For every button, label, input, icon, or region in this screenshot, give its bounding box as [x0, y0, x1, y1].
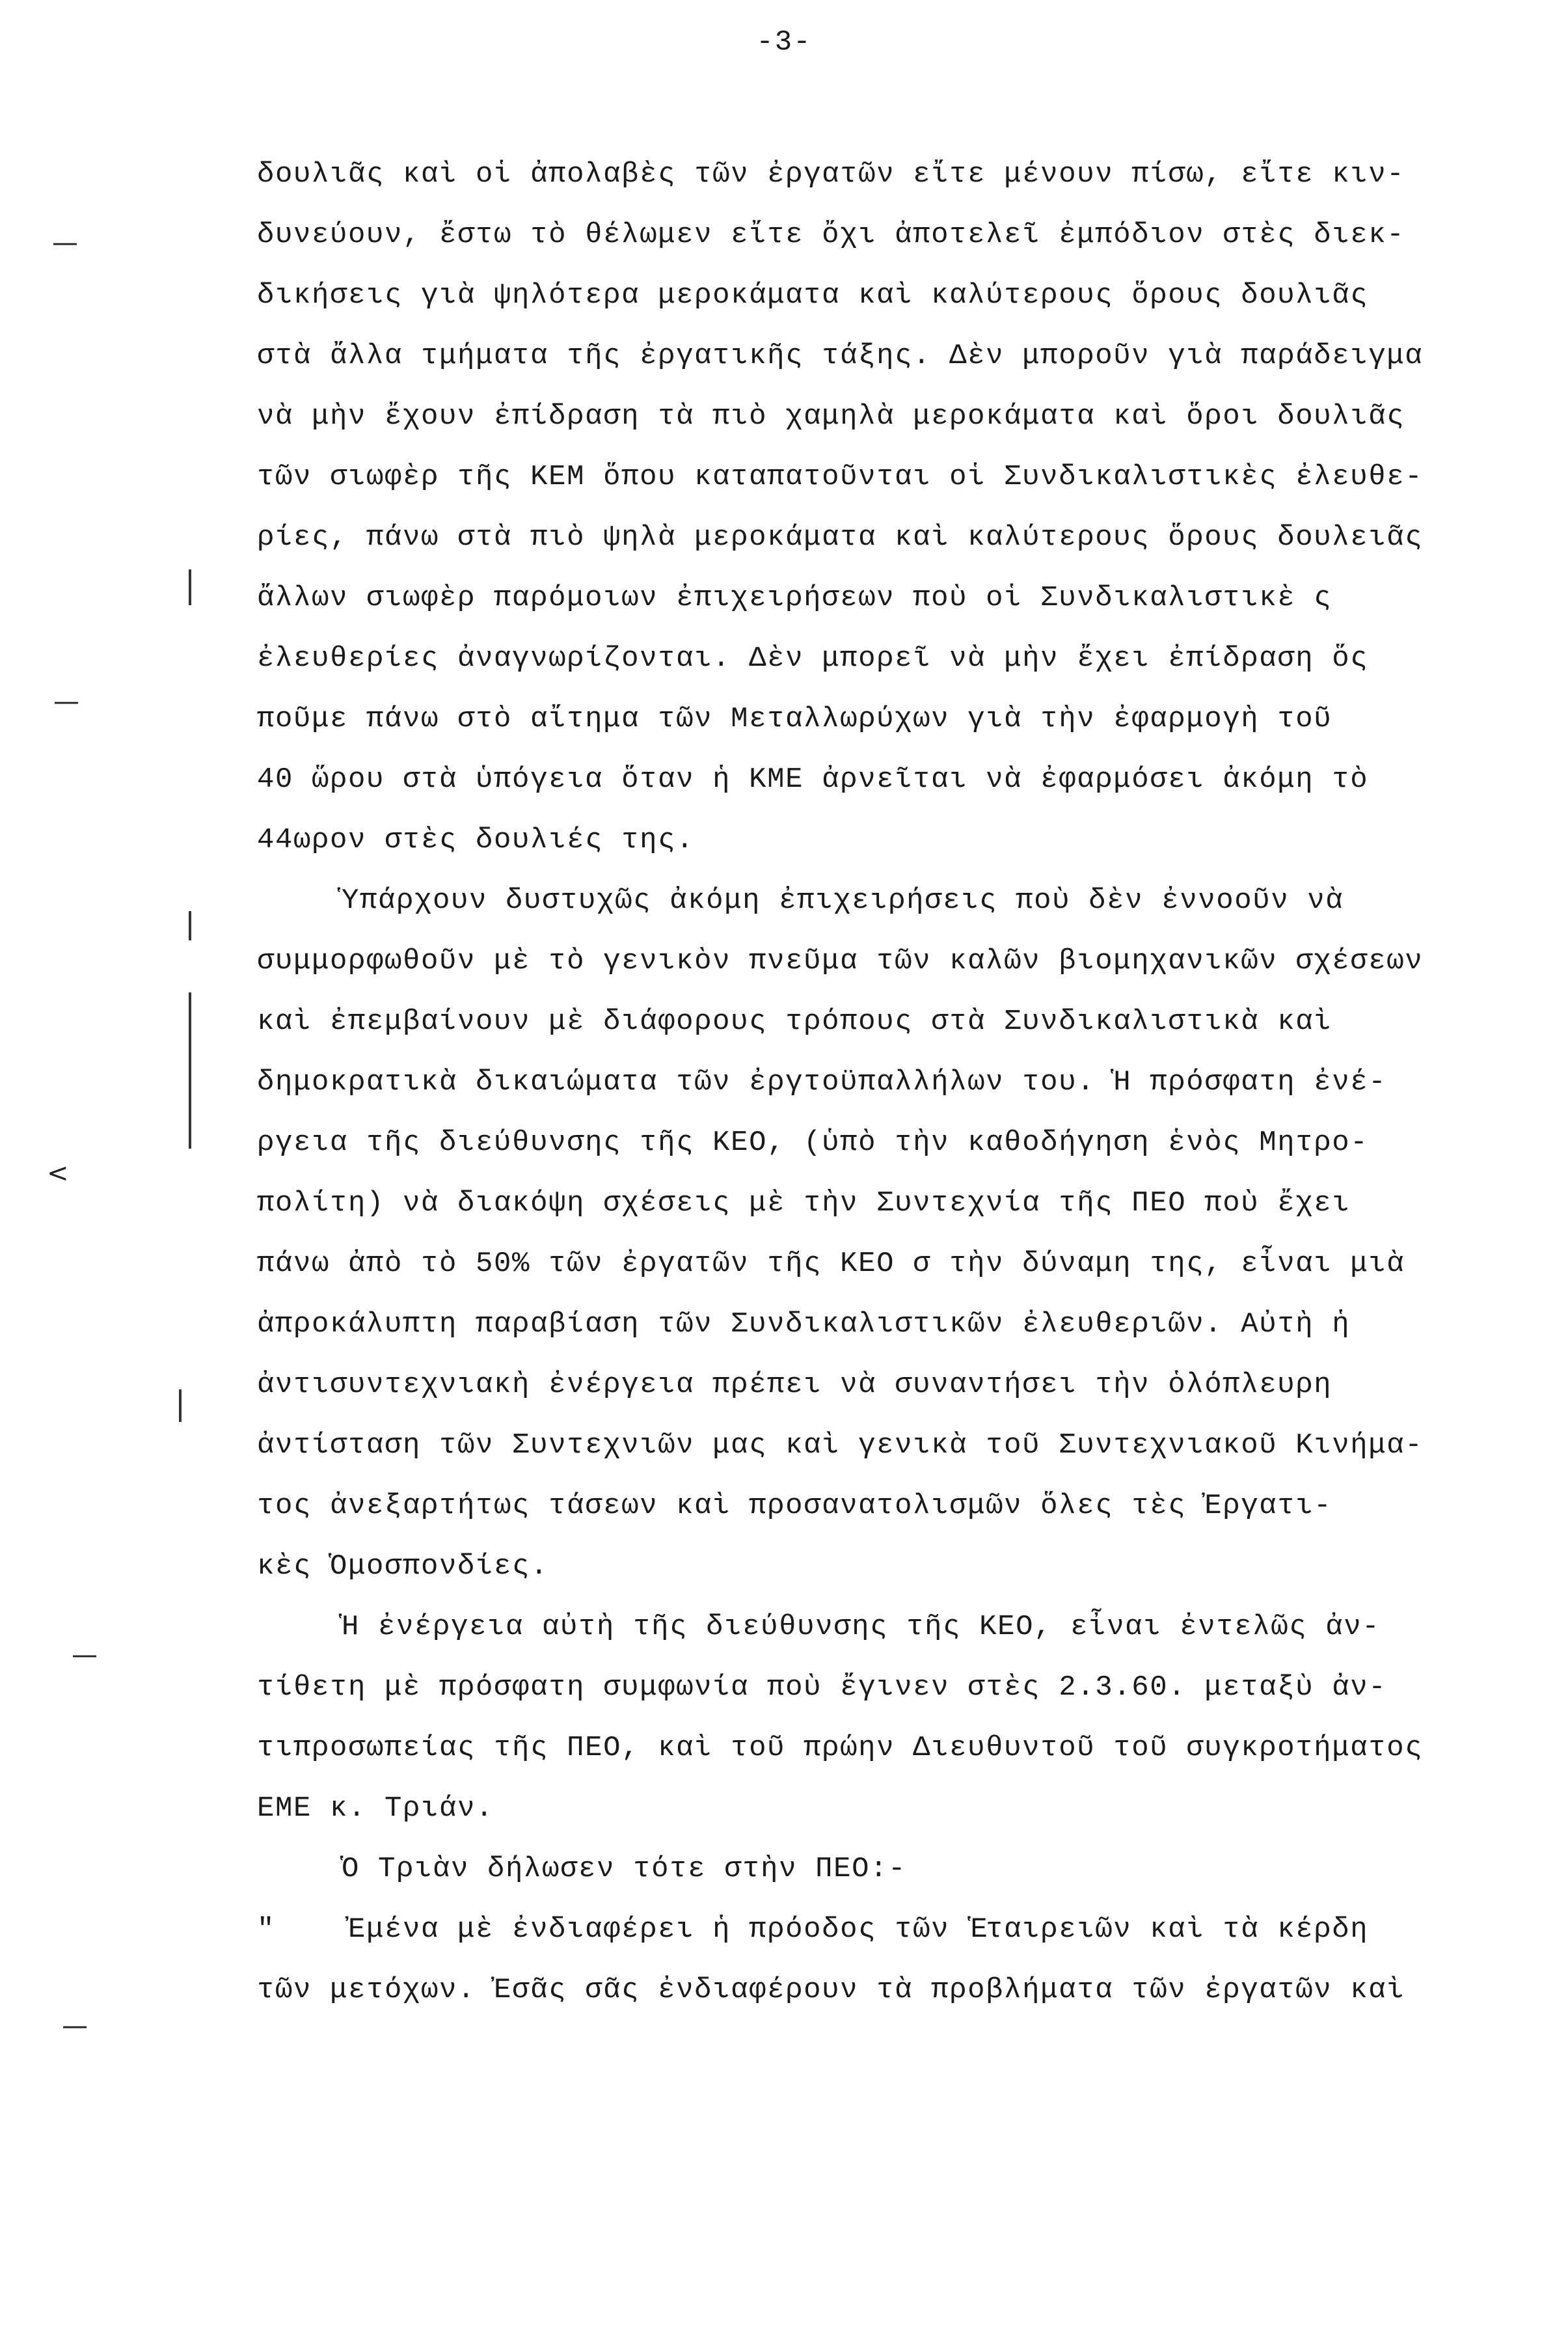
text-line: τῶν σιωφὲρ τῆς ΚΕΜ ὅπου καταπατοῦνται οἱ Συνδικαλιστικὲς ἐλευθε- — [257, 461, 1424, 493]
text-line: τίθετη μὲ πρόσφατη συμφωνία ποὺ ἔγινεν στὲς 2.3.60. μεταξὺ ἀν- — [257, 1671, 1387, 1704]
text-line: συμμορφωθοῦν μὲ τὸ γενικὸν πνεῦμα τῶν καλῶν βιομηχανικῶν σχέσεων — [257, 945, 1424, 977]
text-line: ἐλευθερίες ἀναγνωρίζονται. Δὲν μπορεῖ νὰ μὴν ἔχει ἐπίδραση ὅς — [257, 642, 1369, 675]
text-line: κὲς Ὁμοσπονδίες. — [257, 1550, 549, 1583]
text-line: δουλιᾶς καὶ οἱ ἀπολαβὲς τῶν ἐργατῶν εἴτε μένουν πίσω, εἴτε κιν- — [257, 158, 1405, 191]
text-line: τιπροσωπείας τῆς ΠΕΟ, καὶ τοῦ πρώην Διευθυντοῦ τοῦ συγκροτήματος — [257, 1732, 1424, 1764]
quote-line: " Ἐμένα μὲ ἐνδιαφέρει ἡ πρόοδος τῶν Ἑταιρειῶν καὶ τὰ κέρδη — [257, 1913, 1369, 1946]
text-line: ργεια τῆς διεύθυνσης τῆς ΚΕΟ, (ὑπὸ τὴν καθοδήγηση ἑνὸς Μητρο- — [257, 1126, 1369, 1159]
text-line: πολίτη) νὰ διακόψη σχέσεις μὲ τὴν Συντεχνία τῆς ΠΕΟ ποὺ ἔχει — [257, 1187, 1351, 1220]
margin-arrow-mark: < — [47, 1158, 69, 1188]
margin-rule — [179, 1389, 182, 1422]
paragraph-start-line: Ὑπάρχουν δυστυχῶς ἀκόμη ἐπιχειρήσεις ποὺ δὲν ἐννοοῦν νὰ — [342, 884, 1344, 917]
text-line: ΕΜΕ κ. Τριάν. — [257, 1792, 494, 1825]
margin-dash-mark: — — [72, 1640, 98, 1670]
margin-dash-mark: — — [53, 687, 79, 717]
text-line: 44ωρον στὲς δουλιές της. — [257, 824, 695, 856]
text-line: νὰ μὴν ἔχουν ἐπίδραση τὰ πιὸ χαμηλὰ μεροκάματα καὶ ὅροι δουλιᾶς — [257, 400, 1405, 433]
text-line: πάνω ἀπὸ τὸ 50% τῶν ἐργατῶν τῆς ΚΕΟ σ τὴν δύναμη της, εἶναι μιὰ — [257, 1248, 1405, 1280]
text-line: στὰ ἄλλα τμήματα τῆς ἐργατικῆς τάξης. Δὲν μποροῦν γιὰ παράδειγμα — [257, 340, 1424, 372]
text-line: δυνεύουν, ἔστω τὸ θέλωμεν εἴτε ὄχι ἀποτελεῖ ἐμπόδιον στὲς διεκ- — [257, 219, 1405, 251]
paragraph-start-line: Ὁ Τριὰν δήλωσεν τότε στὴν ΠΕΟ:- — [342, 1853, 907, 1885]
text-line: ποῦμε πάνω στὸ αἴτημα τῶν Μεταλλωρύχων γιὰ τὴν ἐφαρμογὴ τοῦ — [257, 703, 1332, 735]
text-line: ἄλλων σιωφὲρ παρόμοιων ἐπιχειρήσεων ποὺ οἱ Συνδικαλιστικὲ ς — [257, 582, 1332, 614]
text-line: τῶν μετόχων. Ἐσᾶς σᾶς ἐνδιαφέρουν τὰ προβλήματα τῶν ἐργατῶν καὶ — [257, 1974, 1405, 2006]
text-line: ἀντισυντεχνιακὴ ἐνέργεια πρέπει νὰ συναντήσει τὴν ὁλόπλευρη — [257, 1369, 1332, 1401]
paragraph-start-line: Ἡ ἐνέργεια αὐτὴ τῆς διεύθυνσης τῆς ΚΕΟ, εἶναι ἐντελῶς ἀν- — [342, 1611, 1381, 1643]
margin-dash-mark: — — [52, 228, 78, 258]
text-line: καὶ ἐπεμβαίνουν μὲ διάφορους τρόπους στὰ Συνδικαλιστικὰ καὶ — [257, 1005, 1332, 1038]
text-line: τος ἀνεξαρτήτως τάσεων καὶ προσανατολισμῶν ὅλες τὲς Ἐργατι- — [257, 1490, 1332, 1522]
margin-rule — [189, 911, 191, 940]
text-line: ἀπροκάλυπτη παραβίαση τῶν Συνδικαλιστικῶν ἐλευθεριῶν. Αὐτὴ ἡ — [257, 1308, 1351, 1341]
page-number: -3- — [756, 26, 812, 59]
body-text — [257, 144, 1519, 2021]
margin-dash-mark: — — [62, 2011, 88, 2041]
margin-rule — [189, 992, 191, 1149]
text-line: δημοκρατικὰ δικαιώματα τῶν ἐργτοϋπαλλήλων του. Ἡ πρόσφατη ἐνέ- — [257, 1066, 1387, 1099]
text-line: δικήσεις γιὰ ψηλότερα μεροκάματα καὶ καλύτερους ὅρους δουλιᾶς — [257, 279, 1369, 312]
text-line: ρίες, πάνω στὰ πιὸ ψηλὰ μεροκάματα καὶ καλύτερους ὅρους δουλειᾶς — [257, 521, 1424, 554]
text-line: ἀντίσταση τῶν Συντεχνιῶν μας καὶ γενικὰ τοῦ Συντεχνιακοῦ Κινήμα- — [257, 1429, 1424, 1462]
text-line: 40 ὥρου στὰ ὑπόγεια ὅταν ἡ ΚΜΕ ἀρνεῖται νὰ ἐφαρμόσει ἀκόμη τὸ — [257, 763, 1369, 796]
margin-rule — [189, 569, 191, 605]
